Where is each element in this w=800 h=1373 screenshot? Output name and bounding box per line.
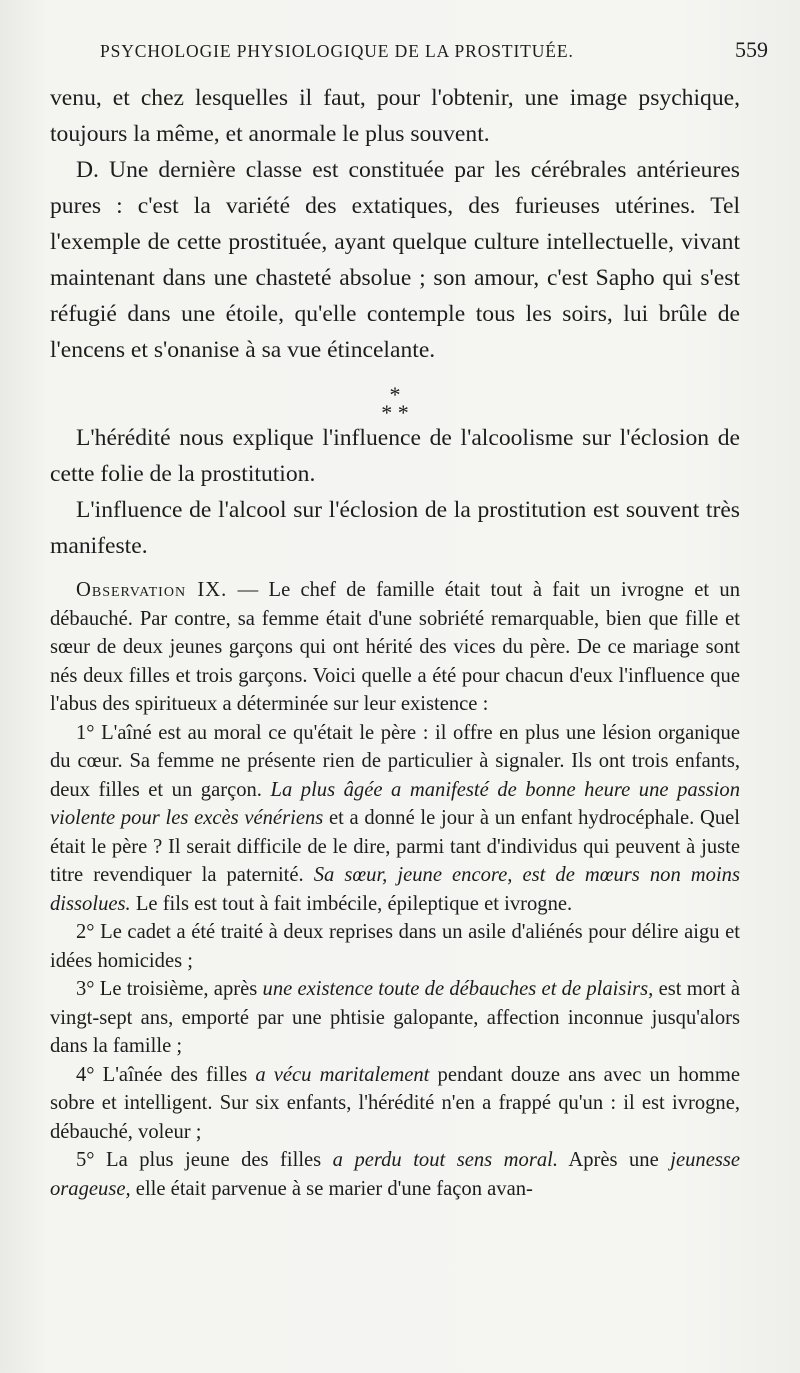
item-1-text-a: 1° L'aîné est au moral ce qu'était le père : il offre en plus une lésion organique du cœur. Sa femme ne présente rien de particulier à signaler. Ils ont trois enfants, deux filles et un garçon. — [50, 721, 740, 801]
paragraph-alcohol: L'influence de l'alcool sur l'éclosion de la prostitution est souvent très manifeste. — [50, 497, 740, 559]
page-number: 559 — [735, 37, 768, 62]
observation-item-1 — [50, 719, 740, 919]
paragraph-continued: venu, et chez lesquelles il faut, pour l'obtenir, une image psychique, toujours la même, et anormale le plus souvent. — [50, 85, 740, 147]
item-5-italic-d: jeunesse orageuse, — [50, 1149, 740, 1200]
item-4-text-a: 4° L'aînée des filles — [76, 1063, 256, 1086]
item-3-text-a: 3° Le troisième, après — [76, 978, 263, 1000]
item-4-italic-b: a vécu maritalement — [255, 1063, 430, 1086]
item-5-text-c: Après une — [558, 1149, 671, 1171]
main-text — [50, 80, 740, 564]
item-5-text-a: 5° La plus jeune des filles — [76, 1149, 333, 1171]
item-4-text-c: pendant douze ans avec un homme sobre et intelligent. Sur six enfants, l'hérédité n'en a frappé qu'un : il est ivrogne, débauché, voleur ; — [50, 1063, 740, 1143]
item-1-italic-b: La plus âgée a manifesté de bonne heure une passion violente pour les excès vénériens — [50, 778, 741, 829]
observation-text: — Le chef de famille était tout à fait un ivrogne et un débauché. Par contre, sa femme était d'une sobriété remarquable, bien que fille et sœur de deux jeunes garçons qui ont hérité des vices du père. De ce mariage sont nés deux filles et trois garçons. Voici quelle a été pour chacun d'eux l'influence que l'abus des spiritueux a déterminée sur leur existence : — [50, 579, 740, 715]
running-title: PSYCHOLOGIE PHYSIOLOGIQUE DE LA PROSTITUÉE. — [100, 41, 574, 61]
observation-item-3 — [50, 975, 740, 1061]
separator-stars-bottom: * * — [381, 400, 409, 425]
observation-item-2: 2° Le cadet a été traité à deux reprises dans un asile d'aliénés pour délire aigu et idées homicides ; — [50, 921, 740, 972]
observation-item-5 — [50, 1146, 740, 1203]
separator-star-top: * — [389, 382, 401, 407]
item-1-text-e: Le fils est tout à fait imbécile, épileptique et ivrogne. — [130, 892, 573, 915]
item-3-text-c: est mort à vingt-sept ans, emporté par une phtisie galopante, affection inconnue jusqu'alors dans la famille ; — [50, 978, 741, 1057]
observation-block — [50, 576, 740, 1203]
observation-label: Observation IX. — [76, 579, 228, 601]
item-1-italic-d: Sa sœur, jeune encore, est de mœurs non moins dissolues. — [50, 864, 740, 915]
page-body — [50, 80, 740, 1203]
paragraph-heredity: L'hérédité nous explique l'influence de l'alcoolisme sur l'éclosion de cette folie de la prostitution. — [50, 425, 740, 487]
item-5-text-e: elle était parvenue à se marier d'une façon avan- — [130, 1177, 533, 1200]
observation-intro — [50, 576, 740, 719]
section-separator — [50, 368, 740, 425]
observation-item-4 — [50, 1061, 740, 1147]
page-header — [100, 37, 768, 63]
item-1-text-c: et a donné le jour à un enfant hydrocéphale. Quel était le père ? Il serait difficile de le dire, parmi tant d'individus qui peuvent à juste titre revendiquer la paternité. — [50, 807, 740, 886]
item-3-italic-b: une existence toute de débauches et de plaisirs, — [262, 978, 654, 1000]
item-5-italic-b: a perdu tout sens moral. — [332, 1149, 559, 1171]
paragraph-class-d: D. Une dernière classe est constituée par les cérébrales antérieures pures : c'est la variété des extatiques, des furieuses utérines. Tel l'exemple de cette prostituée, ayant quelque culture intellectuelle, vivant maintenant dans une chasteté absolue ; son amour, c'est Sapho qui s'est réfugié dans une étoile, qu'elle contemple tous les soirs, lui brûle de l'encens et s'onanise à sa vue étincelante. — [50, 157, 740, 363]
